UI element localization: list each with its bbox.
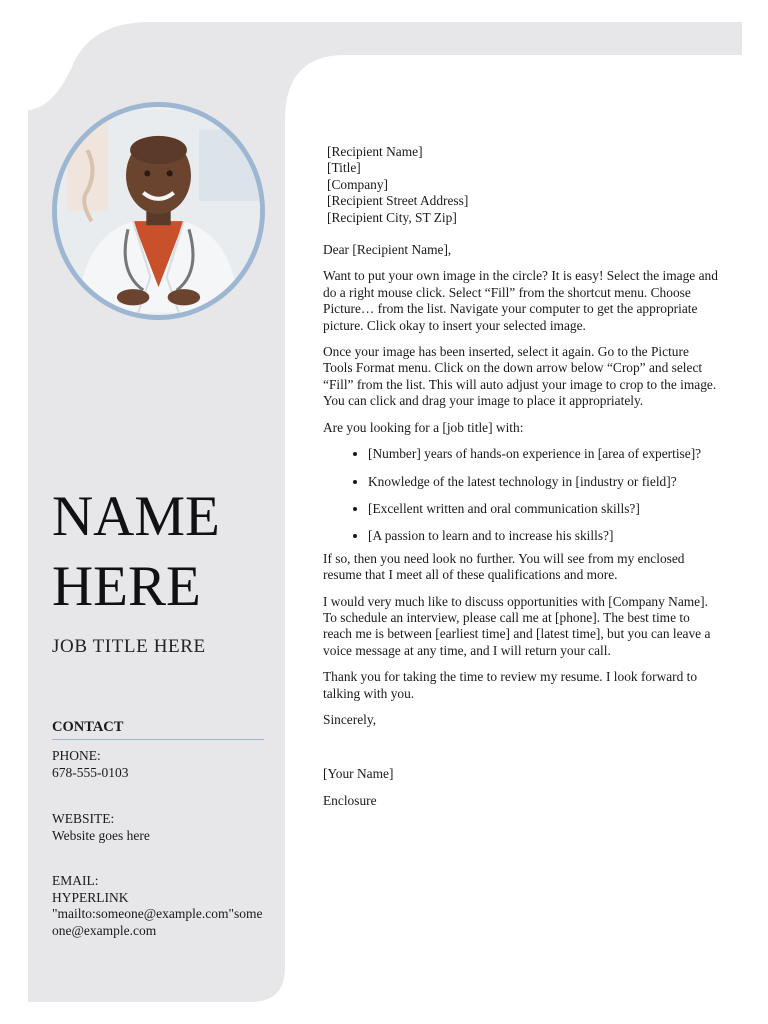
recipient-company: [Company]	[327, 176, 388, 192]
doctor-portrait-image	[57, 107, 260, 315]
list-item: • [Excellent written and oral communication skills?]	[368, 501, 718, 517]
recipient-title: [Title]	[327, 160, 361, 176]
paragraph-image-instructions: Want to put your own image in the circle? It is easy! Select the image and do a right mouse click. Select “Fill” from the shortcut menu. Choose Picture… from the list. Navigate your computer to get the appropriate picture. Click okay to insert your selected image.	[323, 268, 718, 333]
recipient-city: [Recipient City, ST Zip]	[327, 209, 457, 225]
website-label: WEBSITE:	[52, 811, 115, 826]
paragraph-crop-instructions: Once your image has been inserted, select it again. Go to the Picture Tools Format menu. Click on the down arrow below “Crop” and select “Fill” from the list. This will auto adjust your image to crop to the image. You can click and drag your image to place it appropriately.	[323, 344, 717, 409]
paragraph-thanks: Thank you for taking the time to review my resume. I look forward to talking with you.	[323, 669, 698, 701]
list-item: • [A passion to learn and to increase his skills?]	[368, 528, 718, 544]
email-label: EMAIL:	[52, 873, 99, 888]
website-block	[52, 811, 267, 844]
name-line-2: HERE	[52, 555, 201, 618]
recipient-address	[323, 144, 718, 226]
email-hyperlink-code: HYPERLINK	[52, 889, 129, 905]
paragraph-qualifications: If so, then you need look no further. You will see from my enclosed resume that I meet all of these qualifications and more.	[323, 550, 685, 583]
contact-heading: CONTACT	[52, 719, 264, 740]
profile-photo[interactable]	[52, 102, 265, 320]
list-item: • Knowledge of the latest technology in [industry or field]?	[368, 474, 718, 490]
website-value[interactable]: Website goes here	[52, 827, 150, 843]
phone-block	[52, 748, 267, 781]
enclosure-note: Enclosure	[323, 792, 377, 808]
signature-space	[323, 738, 718, 766]
salutation: Dear [Recipient Name],	[323, 242, 452, 258]
paragraph-interview: I would very much like to discuss opportunities with [Company Name]. To schedule an interview, please call me at [phone]. The best time to reach me is between [earliest time] and [latest time], but you can leave a voice message at any time, and I will return your call.	[323, 593, 711, 658]
list-item: • [Number] years of hands-on experience in [area of expertise]?	[368, 446, 718, 462]
phone-label: PHONE:	[52, 748, 101, 763]
email-link[interactable]: "mailto:someone@example.com"someone@example.com	[52, 906, 263, 938]
email-block	[52, 873, 267, 939]
closing: Sincerely,	[323, 711, 377, 727]
job-title: JOB TITLE HERE	[52, 636, 206, 657]
recipient-name: [Recipient Name]	[327, 144, 423, 159]
qualifications-list	[323, 446, 718, 545]
name-line-1: NAME	[52, 485, 220, 548]
candidate-name	[52, 482, 284, 622]
paragraph-list-intro: Are you looking for a [job title] with:	[323, 419, 524, 435]
recipient-street: [Recipient Street Address]	[327, 193, 469, 209]
phone-value: 678-555-0103	[52, 764, 129, 780]
cover-letter-body	[323, 144, 718, 819]
signature-name: [Your Name]	[323, 766, 394, 782]
